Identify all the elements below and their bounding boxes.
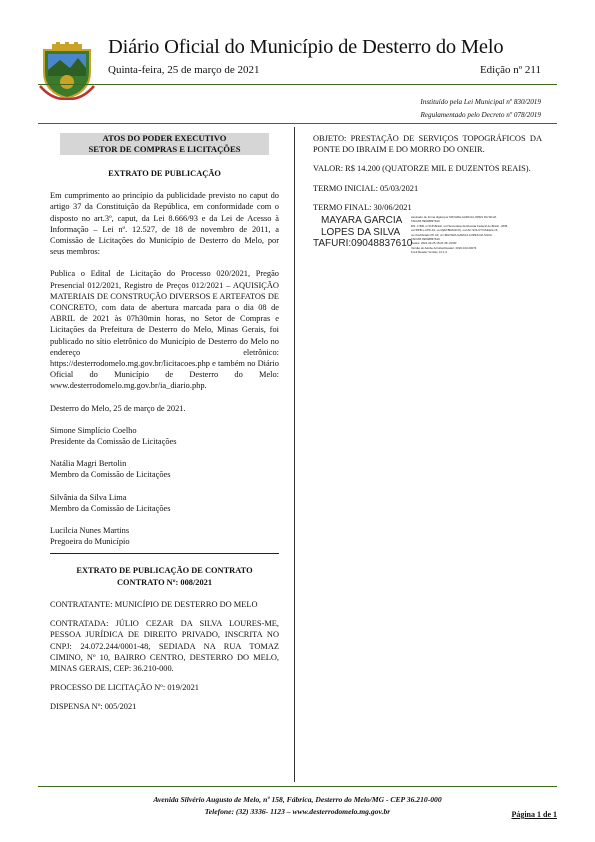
page-number: Página 1 de 1 [511,810,557,819]
digital-signature [313,215,542,255]
signatory-name: Natália Magri Bertolin [50,459,127,469]
contratada: CONTRATADA: JÚLIO CEZAR DA SILVA LOURES-ME, PESSOA JURÍDICA DE DIREITO PRIVADO, INSCRITA NO CNPJ: 24.072.244/0001-48, SEDIADA NA RUA TOMAZ CIMINO, Nº 10, BAIRRO CENTRO, DESTERRO DO MELO, MINAS GERAIS, CEP: 36.210-000. [50,619,279,673]
signature-detail-line: ou=Certificado PF A3, cn=MAYARA GARCIA LOPES DA SILVA [411,232,492,237]
footer-address-line: Avenida Silvério Augusto de Melo, nº 158, Fábrica, Desterro do Melo/MG - CEP 36.210-000 [153,795,442,804]
section-heading-box [60,133,269,155]
signature-name-block [313,215,413,250]
notice-paragraph: Publica o Edital de Licitação do Processo 020/2021, Pregão Presencial 012/2021, Registro de Preços 012/2021 – AQUISIÇÃO MATERIAIS DE CONSTRUÇÃO DIVERSOS E ARTEFATOS DE CONCRETO, com data de abertura marcada para o dia 08 de ABRIL de 2021 às 07h30min horas, no Setor de Compras e Licitações da Prefeitura de Desterro do Melo, Minas Gerais, foi publicado no sítio eletrônico do Município de Desterro do Melo no endereço eletrônico: https://desterrodomelo.mg.gov.br/licitacoes.php e também no Diário Oficial do Município de Desterro do Melo: www.desterrodomelo.mg.gov.br/ia_diario.php. [50,269,279,391]
contract-number: CONTRATO Nº: 008/2021 [116,577,213,587]
contratante: CONTRATANTE: MUNICÍPIO DE DESTERRO DO MELO [50,599,258,609]
signature-line-3: TAFURI:09048837610 [313,238,413,250]
signature-detail-line: DN: c=BR, o=ICP-Brasil, ou=Secretaria da Receita Federal do Brasil - RFB, [411,223,508,228]
signatory-role: Membro da Comissão de Licitações [50,470,171,480]
content-top-divider [38,123,557,124]
right-column [313,133,542,255]
signatory-name: Lucilcia Nunes Martins [50,526,130,536]
processo: PROCESSO DE LICITAÇÃO Nº: 019/2021 [50,683,199,693]
signatory-name: Simone Simplício Coelho [50,425,137,435]
signatory-role: Presidente da Comissão de Licitações [50,437,177,447]
signature-detail-line: Assinado de forma digital por MAYARA GARCIA LOPES DA SILVA [411,215,497,220]
issue-date: Quinta-feira, 25 de março de 2021 [108,64,260,76]
footer-address [60,794,535,818]
objeto: OBJETO: PRESTAÇÃO DE SERVIÇOS TOPOGRÁFICOS DA PONTE DO IBRAIM E DO MORRO DO ONEIR. [313,134,542,155]
signature-line-1: MAYARA GARCIA [321,215,403,227]
signature-detail-line: Foxit Reader Versão: 10.1.0 [411,250,447,255]
signature-detail-line: ou=RFB e-CPF A3, ou=(EM BRANCO), ou=AC SOLUTI Multipla v5, [411,228,499,233]
section-rule [50,547,279,554]
section-heading-purchasing: SETOR DE COMPRAS E LICITAÇÕES [88,144,241,154]
law-line: Instituído pela Lei Municipal nº 830/2019 [420,98,541,106]
signatory-block [50,458,279,480]
decree-line: Regulamentado pelo Decreto nº 078/2019 [420,111,541,119]
signature-detail-line: TAFURI:09048837610 [411,237,440,242]
signature-detail-line: Versão do Adobe Acrobat Reader: 2020.013.20074 [411,245,477,250]
dispensa: DISPENSA Nº: 005/2021 [50,702,137,712]
signatory-block [50,425,279,447]
left-column [50,133,279,713]
signatory-block [50,492,279,514]
extract-title: EXTRATO DE PUBLICAÇÃO [108,169,221,178]
footer-contact-line: Telefone: (32) 3336- 1123 – www.desterrodomelo.mg.gov.br [204,807,391,816]
signature-detail-line: TAFURI:09048837610 [411,219,440,224]
termo-final: TERMO FINAL: 30/06/2021 [313,202,412,212]
column-separator [294,127,295,782]
place-date: Desterro do Melo, 25 de março de 2021. [50,403,186,413]
termo-inicial: TERMO INICIAL: 05/03/2021 [313,183,419,193]
intro-paragraph: Em cumprimento ao princípio da publicidade previsto no caput do artigo 37 da Constituição da República, em conformidade com o disposto no art.3º, caput, da Lei 8.666/93 e da Lei de Acesso à Informação – Lei nº. 12.527, de 18 de novembro de 2011, a Comissão de Licitações do Município de Desterro do Melo, por seus membros: [50,191,279,257]
header-divider [38,84,557,85]
signature-line-2: LOPES DA SILVA [321,226,401,238]
valor: VALOR: R$ 14.200 (QUATORZE MIL E DUZENTOS REAIS). [313,164,531,174]
legal-basis [420,96,541,122]
footer-divider [38,786,557,787]
contract-title: EXTRATO DE PUBLICAÇÃO DE CONTRATO [76,566,253,576]
edition-number: Edição nº 211 [479,64,541,76]
section-heading-executive: ATOS DO PODER EXECUTIVO [102,133,227,143]
page-title: Diário Oficial do Município de Desterro do Melo [108,36,504,58]
signature-detail-line: Dados: 2021.03.25 15:21:38 -03'00' [411,241,457,246]
signatory-block [50,525,279,547]
signatory-role: Pregoeira do Município [50,537,130,547]
signatory-role: Membro da Comissão de Licitações [50,503,171,513]
signature-details [409,215,542,255]
municipal-coat-of-arms [38,42,96,100]
signatory-name: Silvânia da Silva Lima [50,492,127,502]
